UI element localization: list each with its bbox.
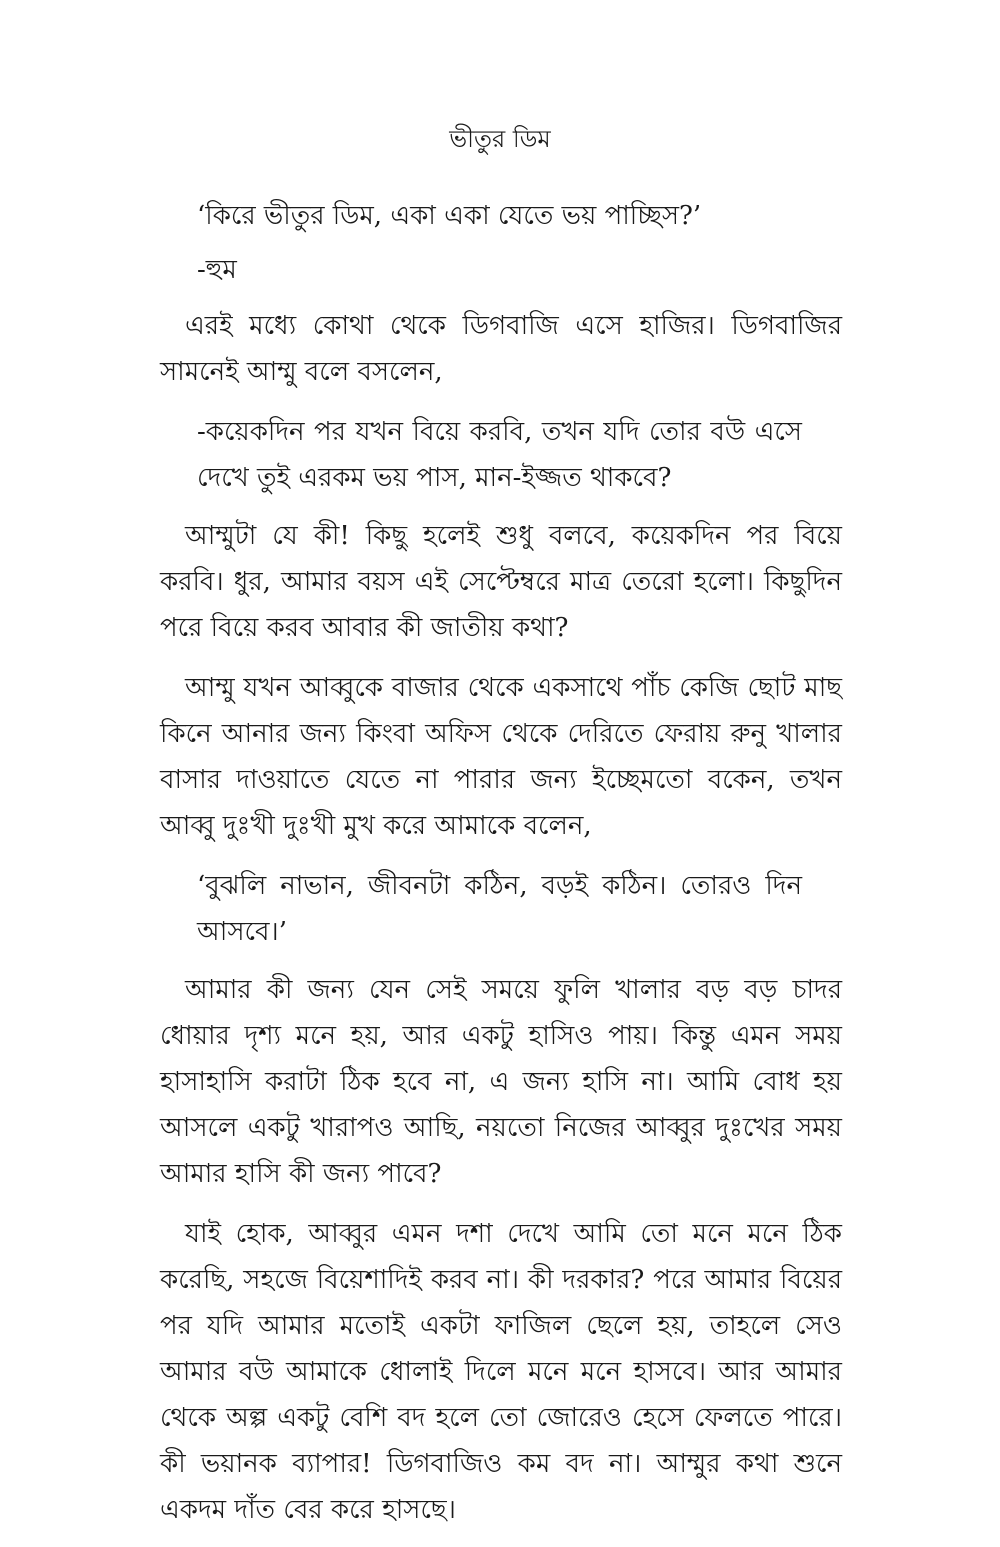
paragraph: এরই মধ্যে কোথা থেকে ডিগবাজি এসে হাজির। ডিগবাজির সামনেই আম্মু বলে বসলেন, <box>160 311 842 387</box>
body-text <box>160 193 842 1547</box>
dialogue-reply: -হুম <box>197 255 237 285</box>
paragraph: আমার কী জন্য যেন সেই সময়ে ফুলি খালার বড় বড় চাদর ধোয়ার দৃশ্য মনে হয়, আর একটু হাসিও পায়। কিন্তু এমন সময় হাসাহাসি করাটা ঠিক হবে না, এ জন্য হাসি না। আমি বোধ হয় আসলে একটু খারাপও আছি, নয়তো নিজের আব্বুর দুঃখের সময় আমার হাসি কী জন্য পাবে? <box>160 975 842 1189</box>
paragraph: আম্মুটা যে কী! কিছু হলেই শুধু বলবে, কয়েকদিন পর বিয়ে করবি। ধুর, আমার বয়স এই সেপ্টেম্বরে মাত্র তেরো হলো। কিছুদিন পরে বিয়ে করব আবার কী জাতীয় কথা? <box>160 521 842 643</box>
quoted-speech: -কয়েকদিন পর যখন বিয়ে করবি, তখন যদি তোর বউ এসে দেখে তুই এরকম ভয় পাস, মান-ইজ্জত থাকবে? <box>197 417 802 493</box>
running-head: ভীতুর ডিম <box>449 125 551 153</box>
dialogue-line: ‘কিরে ভীতুর ডিম, একা একা যেতে ভয় পাচ্ছিস?’ <box>197 201 702 231</box>
paragraph: যাই হোক, আব্বুর এমন দশা দেখে আমি তো মনে মনে ঠিক করেছি, সহজে বিয়েশাদিই করব না। কী দরকার? পরে আমার বিয়ের পর যদি আমার মতোই একটা ফাজিল ছেলে হয়, তাহলে সেও আমার বউ আমাকে ধোলাই দিলে মনে মনে হাসবে। আর আমার থেকে অল্প একটু বেশি বদ হলে তো জোরেও হেসে ফেলতে পারে। কী ভয়ানক ব্যাপার! ডিগবাজিও কম বদ না। আম্মুর কথা শুনে একদম দাঁত বের করে হাসছে। <box>160 1219 842 1525</box>
paragraph: আম্মু যখন আব্বুকে বাজার থেকে একসাথে পাঁচ কেজি ছোট মাছ কিনে আনার জন্য কিংবা অফিস থেকে দেরিতে ফেরায় রুনু খালার বাসার দাওয়াতে যেতে না পারার জন্য ইচ্ছেমতো বকেন, তখন আব্বু দুঃখী দুঃখী মুখ করে আমাকে বলেন, <box>160 673 842 841</box>
quoted-speech: ‘বুঝলি নাভান, জীবনটা কঠিন, বড়ই কঠিন। তোরও দিন আসবে।’ <box>197 871 802 947</box>
